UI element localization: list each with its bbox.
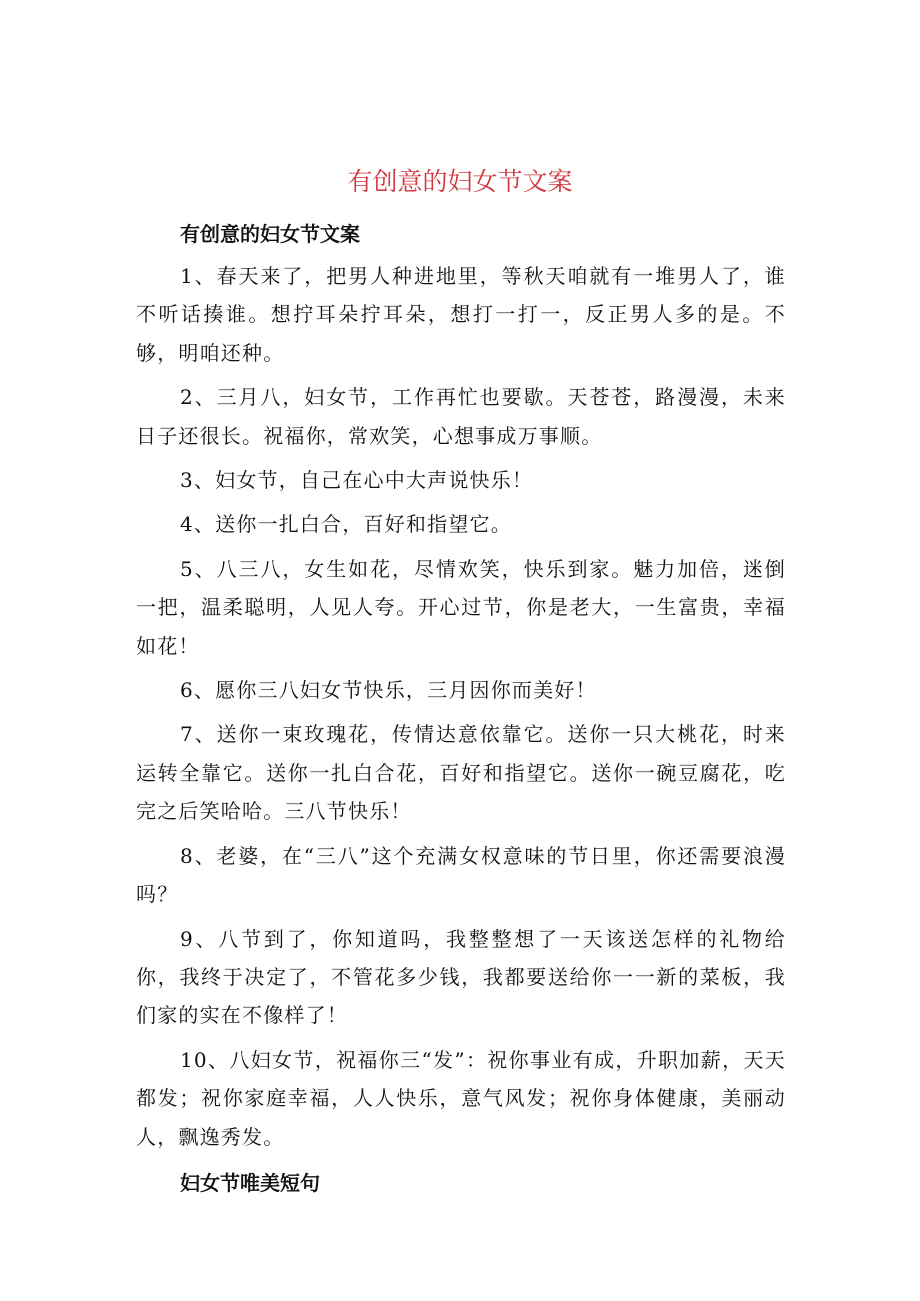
section-heading: 有创意的妇女节文案 <box>180 222 360 246</box>
list-item-8: 8、老婆，在“三八”这个充满女权意味的节日里，你还需要浪漫吗？ <box>136 843 786 907</box>
document-body <box>136 215 786 1202</box>
list-item-5: 5、八三八，女生如花，尽情欢笑，快乐到家。魅力加倍，迷倒一把，温柔聪明，人见人夸。开心过节，你是老大，一生富贵，幸福如花！ <box>136 556 786 658</box>
list-item-6: 6、愿你三八妇女节快乐，三月因你而美好！ <box>180 678 597 703</box>
list-item-4: 4、送你一扎白合，百好和指望它。 <box>180 512 512 537</box>
list-item-7: 7、送你一束玫瑰花，传情达意依靠它。送你一只大桃花，时来运转全靠它。送你一扎白合花，百好和指望它。送你一碗豆腐花，吃完之后笑哈哈。三八节快乐！ <box>136 722 786 824</box>
list-item-3: 3、妇女节，自己在心中大声说快乐！ <box>180 468 534 493</box>
list-item-1: 1、春天来了，把男人种进地里，等秋天咱就有一堆男人了，谁不听话揍谁。想拧耳朵拧耳朵，想打一打一，反正男人多的是。不够，明咱还种。 <box>136 264 786 365</box>
list-item-10: 10、八妇女节，祝福你三“发”：祝你事业有成，升职加薪，天天都发；祝你家庭幸福，人人快乐，意气风发；祝你身体健康，美丽动人，飘逸秀发。 <box>136 1047 786 1149</box>
next-section-heading: 妇女节唯美短句 <box>180 1170 320 1195</box>
list-item-9: 9、八节到了，你知道吗，我整整想了一天该送怎样的礼物给你，我终于决定了，不管花多少钱，我都要送给你一一新的菜板，我们家的实在不像样了！ <box>136 926 786 1028</box>
document-title: 有创意的妇女节文案 <box>347 167 573 196</box>
list-item-2: 2、三月八，妇女节，工作再忙也要歇。天苍苍，路漫漫，未来日子还很长。祝福你，常欢笑，心想事成万事顺。 <box>136 385 786 448</box>
